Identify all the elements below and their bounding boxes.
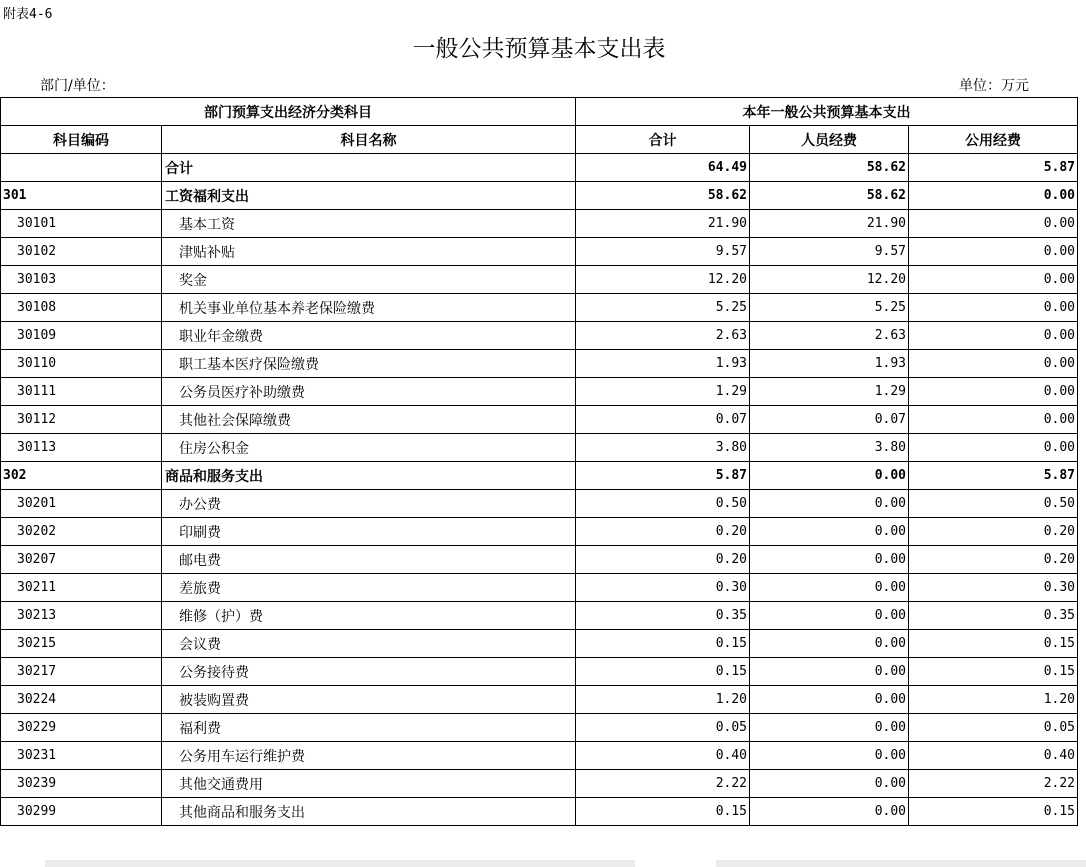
cell-personnel: 0.00 bbox=[750, 742, 909, 770]
cell-code: 30229 bbox=[1, 714, 162, 742]
table-row bbox=[1, 406, 1078, 434]
table-row bbox=[1, 742, 1078, 770]
cell-code: 30213 bbox=[1, 602, 162, 630]
table-row bbox=[1, 182, 1078, 210]
table-row bbox=[1, 322, 1078, 350]
cell-public: 0.00 bbox=[909, 322, 1078, 350]
cell-total: 21.90 bbox=[576, 210, 750, 238]
cell-personnel: 0.00 bbox=[750, 574, 909, 602]
cell-name: 住房公积金 bbox=[162, 434, 576, 462]
cell-name: 会议费 bbox=[162, 630, 576, 658]
table-row bbox=[1, 518, 1078, 546]
cell-total: 0.50 bbox=[576, 490, 750, 518]
cell-personnel: 0.00 bbox=[750, 686, 909, 714]
cell-personnel: 0.00 bbox=[750, 630, 909, 658]
cell-code: 30108 bbox=[1, 294, 162, 322]
table-row bbox=[1, 630, 1078, 658]
cell-public: 0.00 bbox=[909, 182, 1078, 210]
cell-personnel: 0.00 bbox=[750, 546, 909, 574]
header-group-basic-expenditure: 本年一般公共预算基本支出 bbox=[576, 98, 1078, 126]
cell-name: 维修（护）费 bbox=[162, 602, 576, 630]
cell-public: 0.35 bbox=[909, 602, 1078, 630]
table-row bbox=[1, 266, 1078, 294]
table-row bbox=[1, 154, 1078, 182]
table-row bbox=[1, 686, 1078, 714]
table-row bbox=[1, 490, 1078, 518]
cell-name: 公务员医疗补助缴费 bbox=[162, 378, 576, 406]
cell-personnel: 3.80 bbox=[750, 434, 909, 462]
cell-code: 30239 bbox=[1, 770, 162, 798]
budget-table bbox=[0, 97, 1078, 826]
cell-name: 被装购置费 bbox=[162, 686, 576, 714]
cell-public: 0.30 bbox=[909, 574, 1078, 602]
cell-name: 基本工资 bbox=[162, 210, 576, 238]
cell-total: 0.30 bbox=[576, 574, 750, 602]
cell-public: 0.00 bbox=[909, 238, 1078, 266]
cell-total: 0.05 bbox=[576, 714, 750, 742]
table-row bbox=[1, 378, 1078, 406]
table-row bbox=[1, 574, 1078, 602]
cell-personnel: 58.62 bbox=[750, 182, 909, 210]
table-row bbox=[1, 238, 1078, 266]
header-code: 科目编码 bbox=[1, 126, 162, 154]
cell-code: 30112 bbox=[1, 406, 162, 434]
table-row bbox=[1, 462, 1078, 490]
cell-name: 工资福利支出 bbox=[162, 182, 576, 210]
cell-total: 12.20 bbox=[576, 266, 750, 294]
cell-personnel: 0.00 bbox=[750, 714, 909, 742]
cell-personnel: 9.57 bbox=[750, 238, 909, 266]
cell-code: 301 bbox=[1, 182, 162, 210]
cell-public: 5.87 bbox=[909, 154, 1078, 182]
cell-code: 30113 bbox=[1, 434, 162, 462]
cell-public: 0.15 bbox=[909, 658, 1078, 686]
horizontal-scrollbar-track[interactable] bbox=[45, 860, 635, 867]
cell-public: 0.40 bbox=[909, 742, 1078, 770]
cell-public: 0.20 bbox=[909, 518, 1078, 546]
cell-name: 职业年金缴费 bbox=[162, 322, 576, 350]
cell-personnel: 12.20 bbox=[750, 266, 909, 294]
cell-code: 30211 bbox=[1, 574, 162, 602]
cell-name: 其他商品和服务支出 bbox=[162, 798, 576, 826]
table-body bbox=[1, 154, 1078, 826]
cell-public: 0.20 bbox=[909, 546, 1078, 574]
cell-total: 0.40 bbox=[576, 742, 750, 770]
table-row bbox=[1, 546, 1078, 574]
cell-code: 30110 bbox=[1, 350, 162, 378]
cell-public: 0.00 bbox=[909, 294, 1078, 322]
cell-public: 0.00 bbox=[909, 406, 1078, 434]
cell-total: 1.20 bbox=[576, 686, 750, 714]
cell-code: 30202 bbox=[1, 518, 162, 546]
cell-total: 0.20 bbox=[576, 518, 750, 546]
cell-name: 公务用车运行维护费 bbox=[162, 742, 576, 770]
cell-public: 0.00 bbox=[909, 350, 1078, 378]
cell-name: 福利费 bbox=[162, 714, 576, 742]
header-public: 公用经费 bbox=[909, 126, 1078, 154]
cell-code: 302 bbox=[1, 462, 162, 490]
cell-code: 30102 bbox=[1, 238, 162, 266]
cell-name: 商品和服务支出 bbox=[162, 462, 576, 490]
cell-total: 0.07 bbox=[576, 406, 750, 434]
cell-total: 5.87 bbox=[576, 462, 750, 490]
table-row bbox=[1, 434, 1078, 462]
cell-total: 1.93 bbox=[576, 350, 750, 378]
cell-personnel: 0.00 bbox=[750, 602, 909, 630]
cell-personnel: 0.00 bbox=[750, 518, 909, 546]
cell-public: 0.05 bbox=[909, 714, 1078, 742]
cell-personnel: 5.25 bbox=[750, 294, 909, 322]
cell-total: 3.80 bbox=[576, 434, 750, 462]
cell-name: 奖金 bbox=[162, 266, 576, 294]
cell-name: 印刷费 bbox=[162, 518, 576, 546]
cell-personnel: 0.00 bbox=[750, 490, 909, 518]
cell-personnel: 1.93 bbox=[750, 350, 909, 378]
page-title: 一般公共预算基本支出表 bbox=[412, 36, 666, 62]
cell-code: 30231 bbox=[1, 742, 162, 770]
cell-personnel: 0.00 bbox=[750, 462, 909, 490]
table-row bbox=[1, 798, 1078, 826]
table-row bbox=[1, 210, 1078, 238]
cell-name: 公务接待费 bbox=[162, 658, 576, 686]
cell-public: 0.00 bbox=[909, 378, 1078, 406]
cell-name: 邮电费 bbox=[162, 546, 576, 574]
cell-code: 30201 bbox=[1, 490, 162, 518]
cell-personnel: 21.90 bbox=[750, 210, 909, 238]
cell-total: 2.22 bbox=[576, 770, 750, 798]
header-total: 合计 bbox=[576, 126, 750, 154]
cell-personnel: 58.62 bbox=[750, 154, 909, 182]
table-row bbox=[1, 714, 1078, 742]
cell-public: 0.15 bbox=[909, 630, 1078, 658]
cell-code: 30217 bbox=[1, 658, 162, 686]
cell-total: 2.63 bbox=[576, 322, 750, 350]
cell-code: 30207 bbox=[1, 546, 162, 574]
header-personnel: 人员经费 bbox=[750, 126, 909, 154]
cell-personnel: 1.29 bbox=[750, 378, 909, 406]
cell-public: 5.87 bbox=[909, 462, 1078, 490]
cell-code bbox=[1, 154, 162, 182]
cell-total: 1.29 bbox=[576, 378, 750, 406]
cell-total: 0.35 bbox=[576, 602, 750, 630]
table-row bbox=[1, 294, 1078, 322]
cell-public: 0.00 bbox=[909, 266, 1078, 294]
cell-code: 30215 bbox=[1, 630, 162, 658]
unit-label: 单位：万元 bbox=[959, 78, 1029, 94]
header-name: 科目名称 bbox=[162, 126, 576, 154]
cell-personnel: 0.00 bbox=[750, 658, 909, 686]
cell-personnel: 0.00 bbox=[750, 798, 909, 826]
cell-total: 64.49 bbox=[576, 154, 750, 182]
cell-public: 0.00 bbox=[909, 210, 1078, 238]
cell-public: 1.20 bbox=[909, 686, 1078, 714]
table-row bbox=[1, 350, 1078, 378]
cell-total: 5.25 bbox=[576, 294, 750, 322]
table-row bbox=[1, 602, 1078, 630]
cell-public: 2.22 bbox=[909, 770, 1078, 798]
cell-total: 0.15 bbox=[576, 658, 750, 686]
cell-name: 机关事业单位基本养老保险缴费 bbox=[162, 294, 576, 322]
cell-name: 其他交通费用 bbox=[162, 770, 576, 798]
cell-code: 30109 bbox=[1, 322, 162, 350]
cell-total: 0.15 bbox=[576, 798, 750, 826]
cell-name: 办公费 bbox=[162, 490, 576, 518]
cell-personnel: 0.00 bbox=[750, 770, 909, 798]
cell-total: 58.62 bbox=[576, 182, 750, 210]
cell-personnel: 0.07 bbox=[750, 406, 909, 434]
cell-name: 津贴补贴 bbox=[162, 238, 576, 266]
attachment-label: 附表4-6 bbox=[3, 7, 53, 22]
cell-code: 30103 bbox=[1, 266, 162, 294]
cell-name: 其他社会保障缴费 bbox=[162, 406, 576, 434]
cell-name: 合计 bbox=[162, 154, 576, 182]
cell-name: 职工基本医疗保险缴费 bbox=[162, 350, 576, 378]
cell-code: 30299 bbox=[1, 798, 162, 826]
cell-public: 0.50 bbox=[909, 490, 1078, 518]
cell-name: 差旅费 bbox=[162, 574, 576, 602]
cell-total: 0.15 bbox=[576, 630, 750, 658]
horizontal-scrollbar-track-right[interactable] bbox=[716, 860, 1086, 867]
department-label: 部门/单位： bbox=[40, 78, 115, 94]
cell-total: 9.57 bbox=[576, 238, 750, 266]
table-row bbox=[1, 770, 1078, 798]
cell-total: 0.20 bbox=[576, 546, 750, 574]
table-row bbox=[1, 658, 1078, 686]
cell-public: 0.00 bbox=[909, 434, 1078, 462]
cell-personnel: 2.63 bbox=[750, 322, 909, 350]
cell-code: 30224 bbox=[1, 686, 162, 714]
cell-code: 30101 bbox=[1, 210, 162, 238]
header-group-classification: 部门预算支出经济分类科目 bbox=[1, 98, 576, 126]
cell-code: 30111 bbox=[1, 378, 162, 406]
cell-public: 0.15 bbox=[909, 798, 1078, 826]
